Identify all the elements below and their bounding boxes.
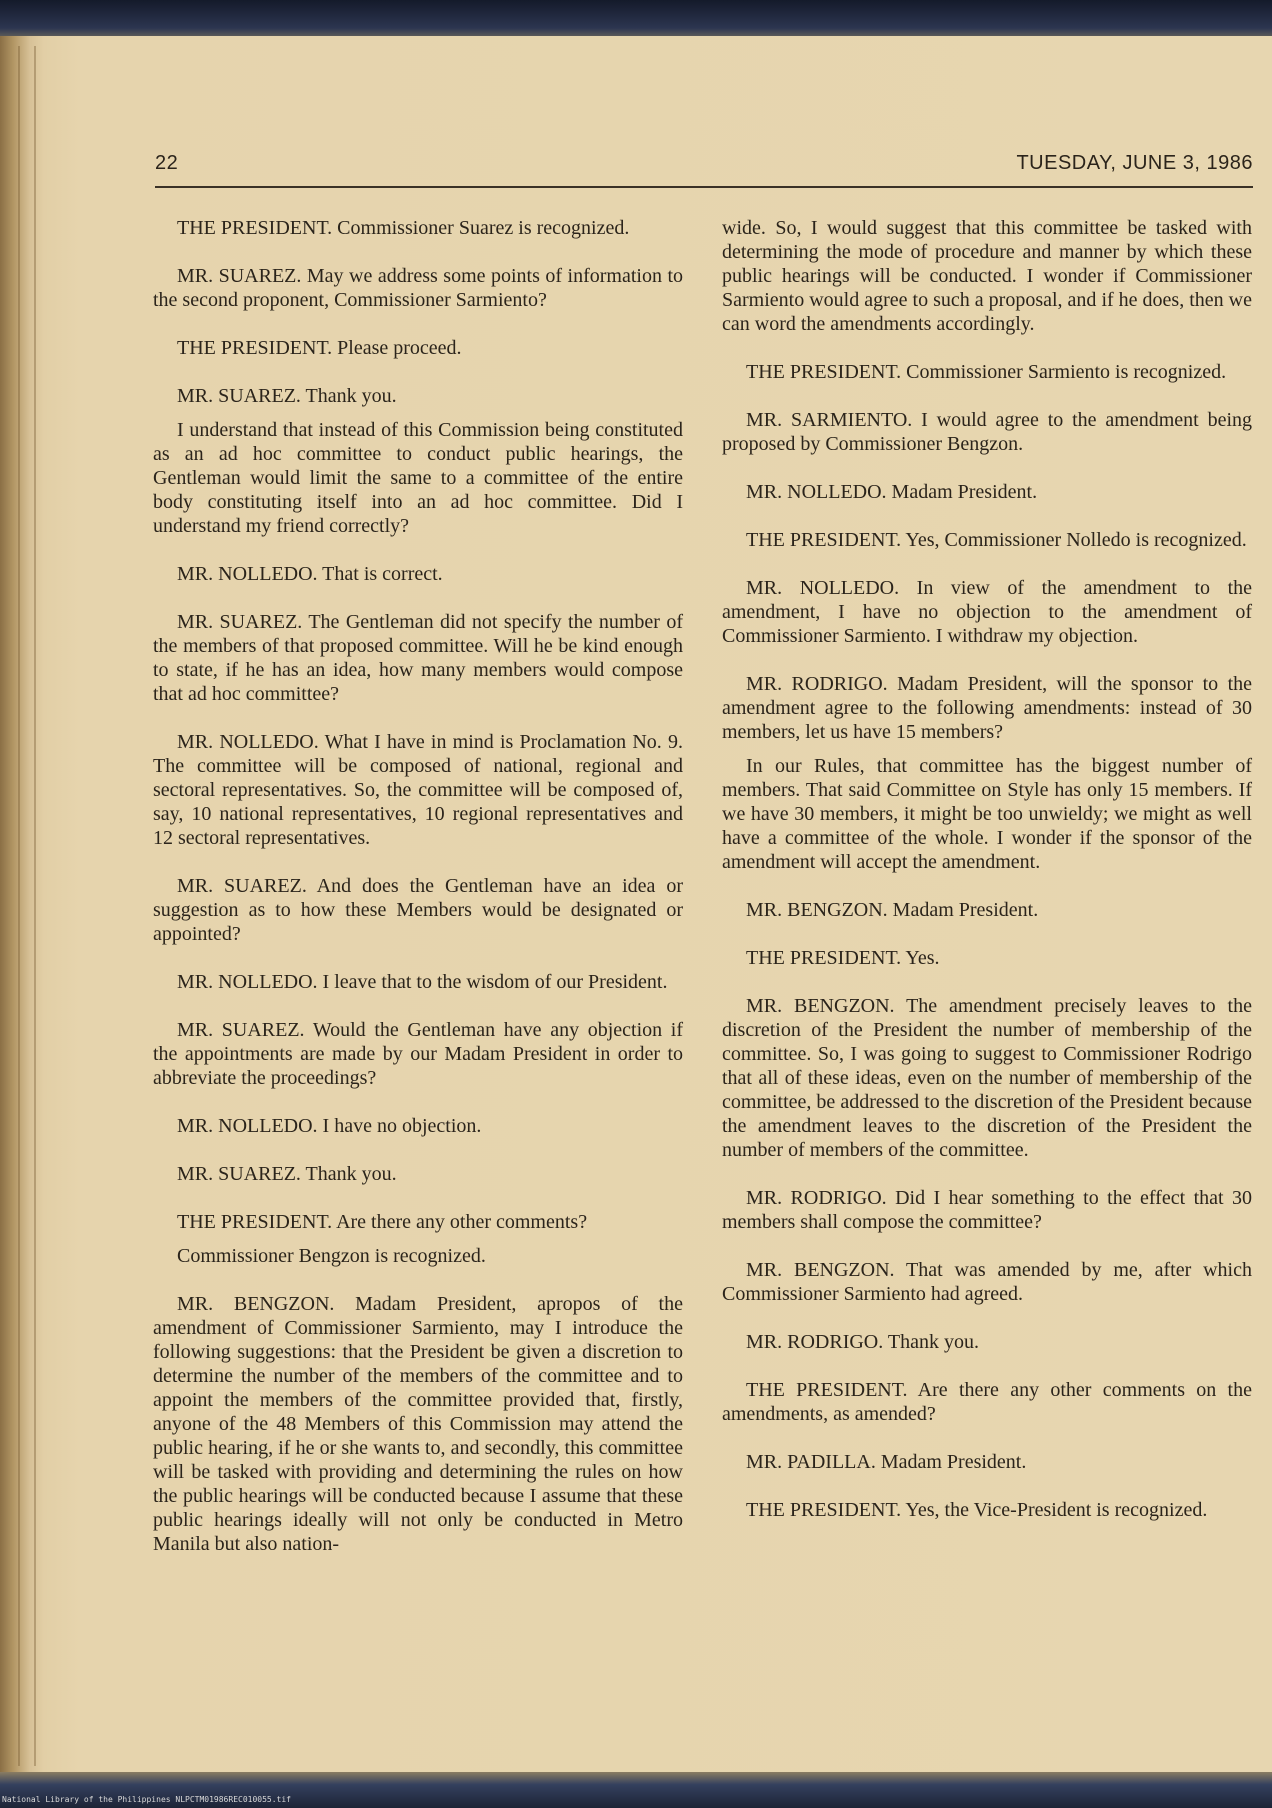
- scan-source-caption: National Library of the Philippines NLPCTM01986REC010055.tif: [2, 1795, 291, 1804]
- gutter-line: [34, 46, 36, 1766]
- book-binding-top: [0, 0, 1272, 40]
- paragraph: MR. SUAREZ. The Gentleman did not specify the number of the members of that proposed committee. Will he be kind enough to state, if he has an idea, how many members would compose that ad hoc committee?: [153, 611, 683, 705]
- right-column: [722, 216, 1252, 1546]
- paragraph: THE PRESIDENT. Are there any other comments on the amendments, as amended?: [722, 1379, 1252, 1425]
- paragraph: MR. PADILLA. Madam President.: [746, 1451, 1027, 1473]
- page-number: 22: [155, 152, 179, 174]
- paragraph: MR. SARMIENTO. I would agree to the amendment being proposed by Commissioner Bengzon.: [722, 409, 1252, 455]
- paragraph: THE PRESIDENT. Yes.: [746, 947, 940, 969]
- paragraph: MR. NOLLEDO. Madam President.: [746, 481, 1038, 503]
- paragraph: MR. NOLLEDO. That is correct.: [177, 563, 443, 585]
- paragraph: THE PRESIDENT. Yes, Commissioner Nolledo is recognized.: [746, 529, 1247, 551]
- paragraph: MR. NOLLEDO. I have no objection.: [177, 1115, 482, 1137]
- paragraph: MR. NOLLEDO. What I have in mind is Proclamation No. 9. The committee will be composed of national, regional and sectoral representatives. So, the committee will be composed of, say, 10 national representatives, 10 regional representatives and 12 sectoral representatives.: [153, 731, 683, 849]
- paragraph: THE PRESIDENT. Please proceed.: [177, 337, 462, 359]
- paragraph: MR. SUAREZ. Would the Gentleman have any objection if the appointments are made by our Madam President in order to abbreviate the proceedings?: [153, 1019, 683, 1089]
- paragraph: THE PRESIDENT. Are there any other comments?: [177, 1211, 588, 1233]
- running-header: [155, 148, 1253, 182]
- paragraph: MR. NOLLEDO. In view of the amendment to the amendment, I have no objection to the amendment of Commissioner Sarmiento. I withdraw my objection.: [722, 577, 1252, 647]
- paragraph: MR. NOLLEDO. I leave that to the wisdom of our President.: [177, 971, 668, 993]
- paragraph: MR. SUAREZ. And does the Gentleman have an idea or suggestion as to how these Members would be designated or appointed?: [153, 875, 683, 945]
- paragraph: THE PRESIDENT. Yes, the Vice-President is recognized.: [746, 1499, 1208, 1521]
- header-rule: [155, 186, 1253, 188]
- paragraph: MR. BENGZON. Madam President, apropos of the amendment of Commissioner Sarmiento, may I introduce the following suggestions: that the President be given a discretion to determine the number of the members of the committee and to appoint the members of the committee provided that, firstly, anyone of the 48 Members of this Commission may attend the public hearing, if he or she wants to, and secondly, this committee will be tasked with providing and determining the rules on how the public hearings will be conducted because I assume that these public hearings ideally will not only be conducted in Metro Manila but also nation-: [153, 1293, 683, 1555]
- paragraph: wide. So, I would suggest that this committee be tasked with determining the mode of procedure and manner by which these public hearings will be conducted. I wonder if Commissioner Sarmiento would agree to such a proposal, and if he does, then we can word the amendments accordingly.: [722, 217, 1252, 335]
- paragraph: MR. BENGZON. The amendment precisely leaves to the discretion of the President the number of membership of the committee. So, I was going to suggest to Commissioner Rodrigo that all of these ideas, even on the number of membership of the committee, be addressed to the discretion of the President because the amendment leaves to the discretion of the President the number of members of the committee.: [722, 995, 1252, 1161]
- paragraph: THE PRESIDENT. Commissioner Suarez is recognized.: [177, 217, 630, 239]
- paragraph: MR. RODRIGO. Did I hear something to the effect that 30 members shall compose the committee?: [722, 1187, 1252, 1233]
- paragraph: MR. SUAREZ. Thank you.: [177, 385, 397, 407]
- paragraph: MR. RODRIGO. Thank you.: [746, 1331, 979, 1353]
- paragraph: In our Rules, that committee has the biggest number of members. That said Committee on Style has only 15 members. If we have 30 members, it might be too unwieldy; we might as well have a committee of the whole. I wonder if the sponsor of the amendment will accept the amendment.: [722, 755, 1252, 873]
- paragraph: MR. RODRIGO. Madam President, will the sponsor to the amendment agree to the following amendments: instead of 30 members, let us have 15 members?: [722, 673, 1252, 743]
- left-column: [153, 216, 683, 1580]
- paragraph: MR. BENGZON. Madam President.: [746, 899, 1039, 921]
- header-date: TUESDAY, JUNE 3, 1986: [1016, 152, 1253, 174]
- gutter-line: [18, 46, 20, 1766]
- paragraph: MR. SUAREZ. May we address some points of information to the second proponent, Commissioner Sarmiento?: [153, 265, 683, 311]
- paragraph: Commissioner Bengzon is recognized.: [177, 1245, 486, 1267]
- paragraph: MR. SUAREZ. Thank you.: [177, 1163, 397, 1185]
- paragraph: MR. BENGZON. That was amended by me, after which Commissioner Sarmiento had agreed.: [722, 1259, 1252, 1305]
- paragraph: THE PRESIDENT. Commissioner Sarmiento is recognized.: [746, 361, 1227, 383]
- paragraph: I understand that instead of this Commission being constituted as an ad hoc committee to conduct public hearings, the Gentleman would limit the same to a committee of the entire body constituting itself into an ad hoc committee. Did I understand my friend correctly?: [153, 419, 683, 537]
